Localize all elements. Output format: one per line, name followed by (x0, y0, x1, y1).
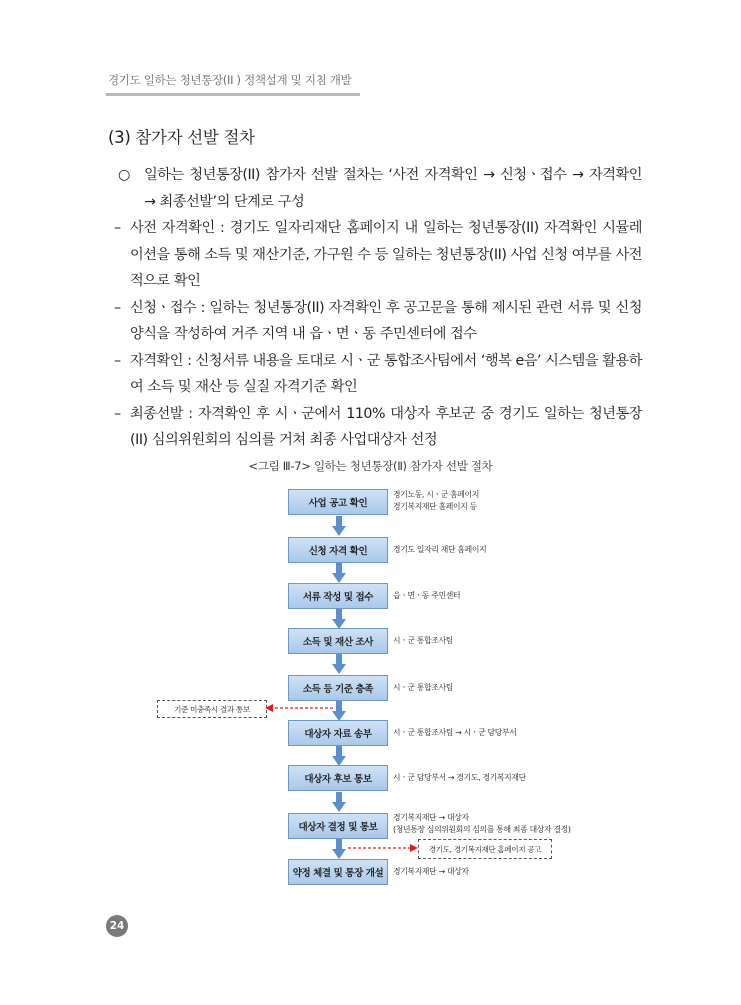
note-line (393, 812, 571, 836)
dash-item-text: 신청ㆍ접수 : 일하는 청년통장(II) 자격확인 후 공고문을 통해 제시된 관련 서류 및 신청 양식을 작성하여 거주 지역 내 읍ㆍ면ㆍ동 주민센터에 접수 (130, 299, 642, 342)
flow-step-note: 시ㆍ군 통합조사팀 (393, 683, 454, 692)
flow-step-note (393, 489, 479, 513)
down-arrow-icon (332, 654, 346, 674)
flow-step-box: 소득 등 기준 충족 (288, 675, 388, 701)
dash-marker: – (114, 299, 121, 316)
flow-step-note (393, 812, 571, 836)
note-line-text: 경기복지재단 → 대상자 (393, 813, 469, 822)
down-arrow-icon (332, 609, 346, 629)
dashed-arrow-right-icon (348, 842, 418, 854)
flow-step-note: 읍ㆍ면ㆍ동 주민센터 (393, 591, 461, 600)
flow-step-box: 소득 및 재산 조사 (288, 628, 388, 654)
dash-item-text: 자격확인 : 신청서류 내용을 토대로 시ㆍ군 통합조사팀에서 ‘행복 e음’ 시스템을 활용하여 소득 및 재산 등 실질 자격기준 확인 (130, 352, 643, 395)
flow-step-box: 대상자 후보 통보 (288, 765, 388, 791)
flow-step-box: 약정 체결 및 통장 개설 (288, 859, 388, 885)
flow-step-box: 서류 작성 및 접수 (288, 583, 388, 609)
down-arrow-icon (332, 516, 346, 536)
flow-step-note: 경기도 일자리 재단 홈페이지 (393, 545, 487, 554)
bullet-text: 일하는 청년통장(II) 참가자 선발 절차는 ‘사전 자격확인 → 신청ㆍ접수 → 자격확인 → 최종선발’의 단계로 구성 (144, 167, 642, 210)
circle-bullet-icon: ○ (118, 167, 130, 183)
dash-marker: – (114, 405, 121, 422)
dashed-arrow-left-icon (265, 702, 335, 714)
note-line-text: 경기복지재단 홈페이지 등 (393, 502, 477, 511)
running-header: 경기도 일하는 청년통장(II ) 정책설계 및 지침 개발 (108, 73, 352, 87)
flow-step-box: 대상자 결정 및 통보 (288, 813, 388, 839)
flow-step-note: 시ㆍ군 통합조사팀 → 시ㆍ군 담당부서 (393, 728, 517, 737)
note-line (393, 489, 479, 513)
dash-marker: – (114, 220, 121, 236)
dash-marker: – (114, 352, 121, 369)
note-line-text: (청년통장 심의위원회의 심의를 통해 최종 대상자 결정) (393, 825, 571, 834)
dash-item-text: 최종선발 : 자격확인 후 시ㆍ군에서 110% 대상자 후보군 중 경기도 일하는 청년통장(II) 심의위원회의 심의를 거쳐 최종 사업대상자 선정 (130, 405, 642, 448)
failure-notice-box: 기준 미충족시 결과 통보 (157, 700, 267, 718)
figure-caption: <그림 Ⅲ-7> 일하는 청년통장(Ⅱ) 참가자 선발 절차 (248, 459, 493, 473)
flow-step-note: 시ㆍ군 통합조사팀 (393, 636, 454, 645)
dash-item-text: 사전 자격확인 : 경기도 일자리재단 홈페이지 내 일하는 청년통장(II) 자격확인 시뮬레이션을 통해 소득 및 재산기준, 가구원 수 등 일하는 청년통장(II) 사업 신청 여부를 사전적으로 확인 (130, 220, 642, 289)
flow-step-box: 사업 공고 확인 (288, 489, 388, 515)
flow-step-box: 신청 자격 확인 (288, 537, 388, 563)
flow-step-note: 경기복지재단 → 대상자 (393, 867, 469, 876)
down-arrow-icon (332, 792, 346, 812)
down-arrow-icon (332, 746, 346, 766)
section-title: (3) 참가자 선발 절차 (108, 128, 255, 147)
down-arrow-icon (332, 839, 346, 859)
down-arrow-icon (332, 563, 346, 583)
flow-step-box: 대상자 자료 송부 (288, 720, 388, 746)
note-line-text: 경기노동, 시ㆍ군 홈페이지 (393, 490, 480, 499)
flow-step-note: 시ㆍ군 담당부서 → 경기도, 경기복지재단 (393, 773, 526, 782)
page-number: 24 (106, 915, 128, 937)
announcement-box: 경기도, 경기복지재단 홈페이지 공고 (418, 839, 552, 859)
